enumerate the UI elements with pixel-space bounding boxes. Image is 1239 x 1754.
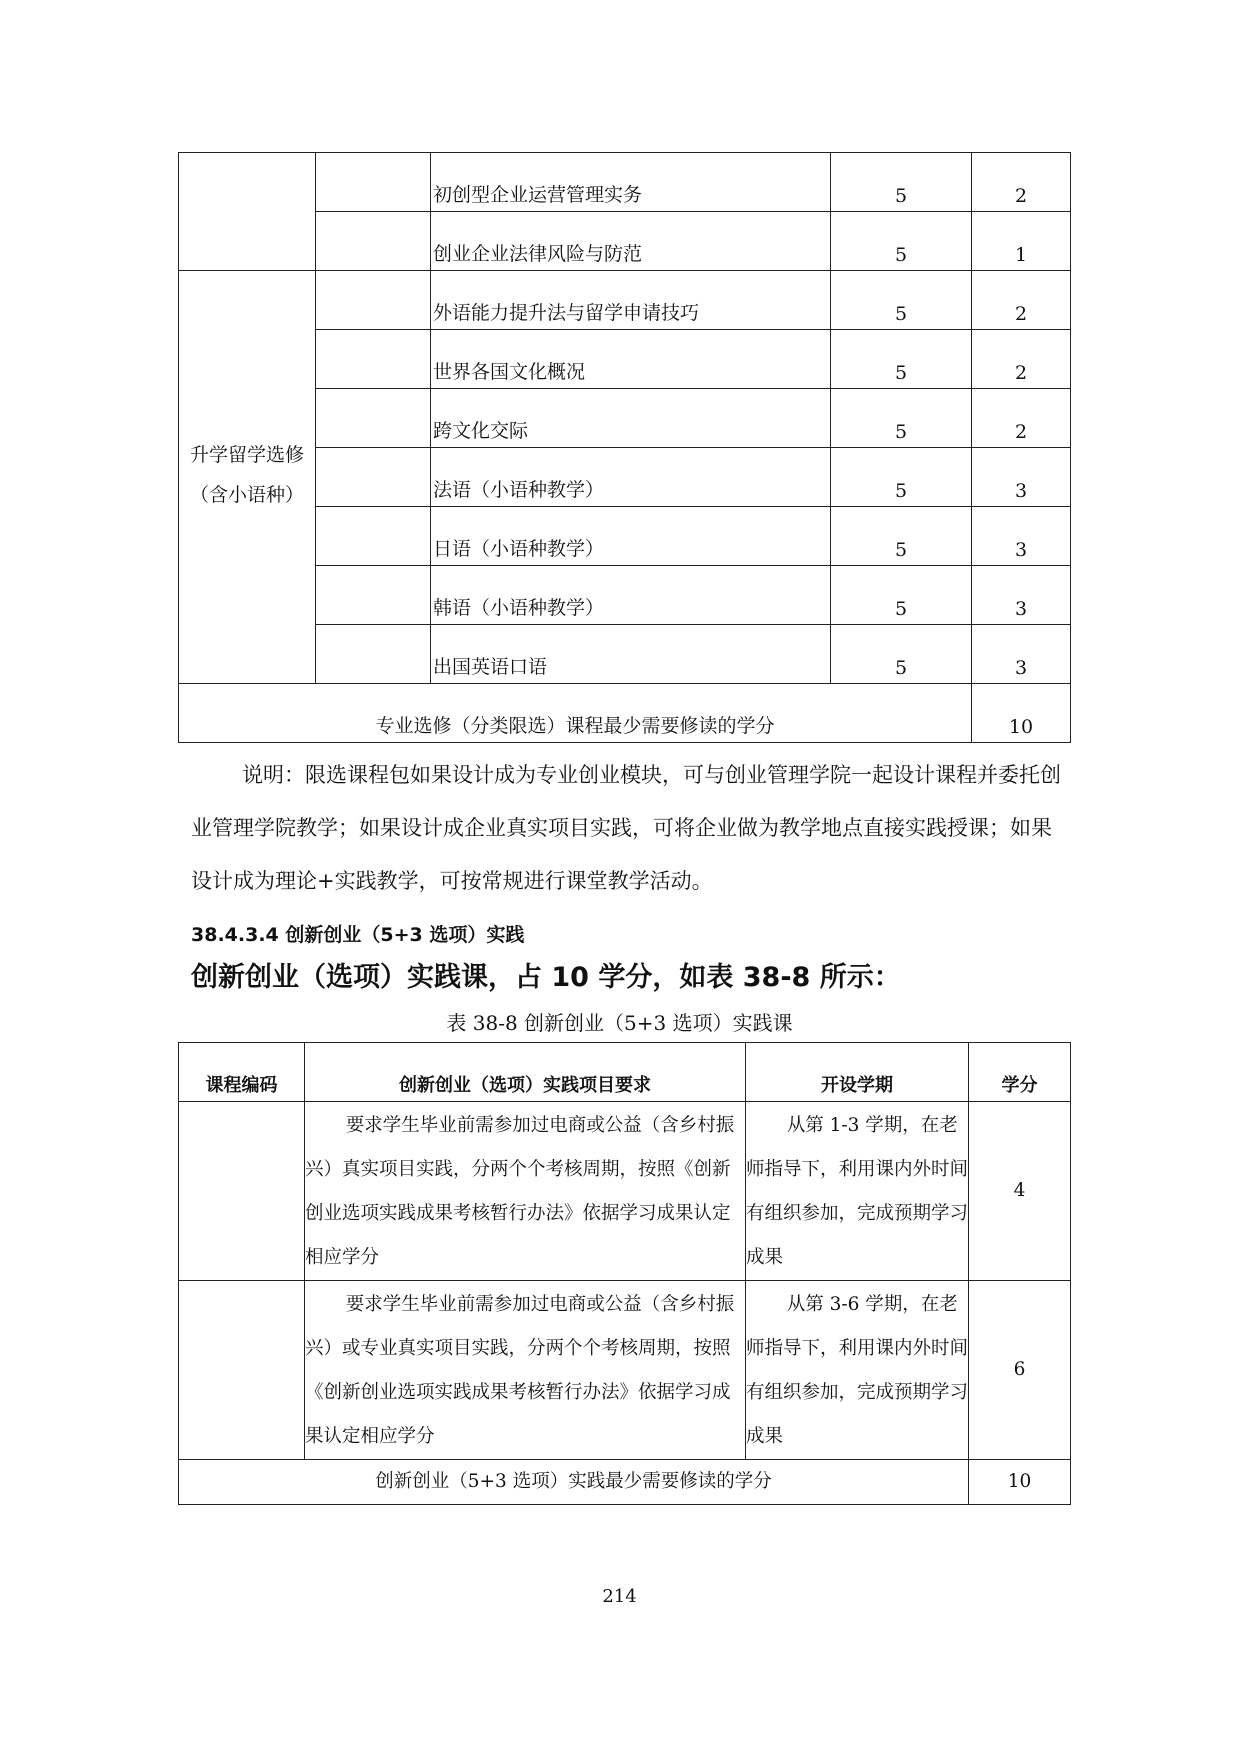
semester-cell: 5 xyxy=(831,625,972,684)
requirement-cell: 要求学生毕业前需参加过电商或公益（含乡村振兴）或专业真实项目实践，分两个个考核周期，按照《创新创业选项实践成果考核暂行办法》依据学习成果认定相应学分 xyxy=(305,1281,746,1460)
code-cell xyxy=(316,330,431,389)
credits-cell: 2 xyxy=(972,389,1071,448)
semester-cell: 5 xyxy=(831,153,972,212)
code-cell xyxy=(316,448,431,507)
credits-cell: 2 xyxy=(972,330,1071,389)
code-cell xyxy=(316,271,431,330)
note-paragraph: 说明：限选课程包如果设计成为专业创业模块，可与创业管理学院一起设计课程并委托创业管理学院教学；如果设计成企业真实项目实践，可将企业做为教学地点直接实践授课；如果设计成为理论+实践教学，可按常规进行课堂教学活动。 xyxy=(191,763,1061,893)
code-cell xyxy=(316,507,431,566)
total-label: 创新创业（5+3 选项）实践最少需要修读的学分 xyxy=(179,1460,969,1505)
semester-cell: 5 xyxy=(831,212,972,271)
credits-cell: 2 xyxy=(972,271,1071,330)
total-row xyxy=(179,684,1071,743)
code-cell xyxy=(316,625,431,684)
table-row xyxy=(179,271,1071,330)
total-value: 10 xyxy=(972,684,1071,743)
semester-cell: 5 xyxy=(831,507,972,566)
table-row xyxy=(179,153,1071,212)
credits-cell: 1 xyxy=(972,212,1071,271)
course-name: 日语（小语种教学） xyxy=(431,507,831,566)
category-label-sub: （含小语种） xyxy=(189,484,304,506)
total-value: 10 xyxy=(969,1460,1071,1505)
page-number: 214 xyxy=(602,1586,637,1607)
semester-cell: 5 xyxy=(831,448,972,507)
elective-courses-table xyxy=(178,152,1071,743)
credits-cell: 3 xyxy=(972,566,1071,625)
category-label: 升学留学选修 xyxy=(189,444,304,466)
credits-cell: 3 xyxy=(972,507,1071,566)
code-cell xyxy=(179,1102,305,1281)
credits-cell: 4 xyxy=(969,1102,1071,1281)
semester-cell: 5 xyxy=(831,566,972,625)
credits-cell: 3 xyxy=(972,625,1071,684)
requirement-cell: 要求学生毕业前需参加过电商或公益（含乡村振兴）真实项目实践，分两个个考核周期，按照《创新创业选项实践成果考核暂行办法》依据学习成果认定相应学分 xyxy=(305,1102,746,1281)
semester-cell: 5 xyxy=(831,330,972,389)
total-label: 专业选修（分类限选）课程最少需要修读的学分 xyxy=(179,684,972,743)
header-requirement: 创新创业（选项）实践项目要求 xyxy=(305,1043,746,1102)
credits-cell: 6 xyxy=(969,1281,1071,1460)
table-row xyxy=(179,1102,1071,1281)
table-caption: 表 38-8 创新创业（5+3 选项）实践课 xyxy=(446,1011,793,1035)
course-name: 韩语（小语种教学） xyxy=(431,566,831,625)
code-cell xyxy=(316,153,431,212)
course-name: 法语（小语种教学） xyxy=(431,448,831,507)
semester-cell: 从第 3-6 学期，在老师指导下，利用课内外时间有组织参加，完成预期学习成果 xyxy=(746,1281,969,1460)
semester-cell: 5 xyxy=(831,389,972,448)
category-cell xyxy=(179,153,316,271)
section-heading: 38.4.3.4 创新创业（5+3 选项）实践 xyxy=(191,924,525,946)
course-name: 出国英语口语 xyxy=(431,625,831,684)
course-name: 跨文化交际 xyxy=(431,389,831,448)
course-name: 外语能力提升法与留学申请技巧 xyxy=(431,271,831,330)
table-row xyxy=(179,1281,1071,1460)
category-cell xyxy=(179,271,316,684)
header-semester: 开设学期 xyxy=(746,1043,969,1102)
semester-cell: 从第 1-3 学期，在老师指导下，利用课内外时间有组织参加，完成预期学习成果 xyxy=(746,1102,969,1281)
code-cell xyxy=(316,566,431,625)
credits-cell: 3 xyxy=(972,448,1071,507)
code-cell xyxy=(316,389,431,448)
total-row xyxy=(179,1460,1071,1505)
code-cell xyxy=(316,212,431,271)
header-credits: 学分 xyxy=(969,1043,1071,1102)
code-cell xyxy=(179,1281,305,1460)
credits-cell: 2 xyxy=(972,153,1071,212)
course-name: 初创型企业运营管理实务 xyxy=(431,153,831,212)
course-name: 创业企业法律风险与防范 xyxy=(431,212,831,271)
semester-cell: 5 xyxy=(831,271,972,330)
intro-line: 创新创业（选项）实践课，占 10 学分，如表 38-8 所示： xyxy=(191,962,901,993)
practice-table xyxy=(178,1042,1071,1505)
course-name: 世界各国文化概况 xyxy=(431,330,831,389)
header-code: 课程编码 xyxy=(179,1043,305,1102)
